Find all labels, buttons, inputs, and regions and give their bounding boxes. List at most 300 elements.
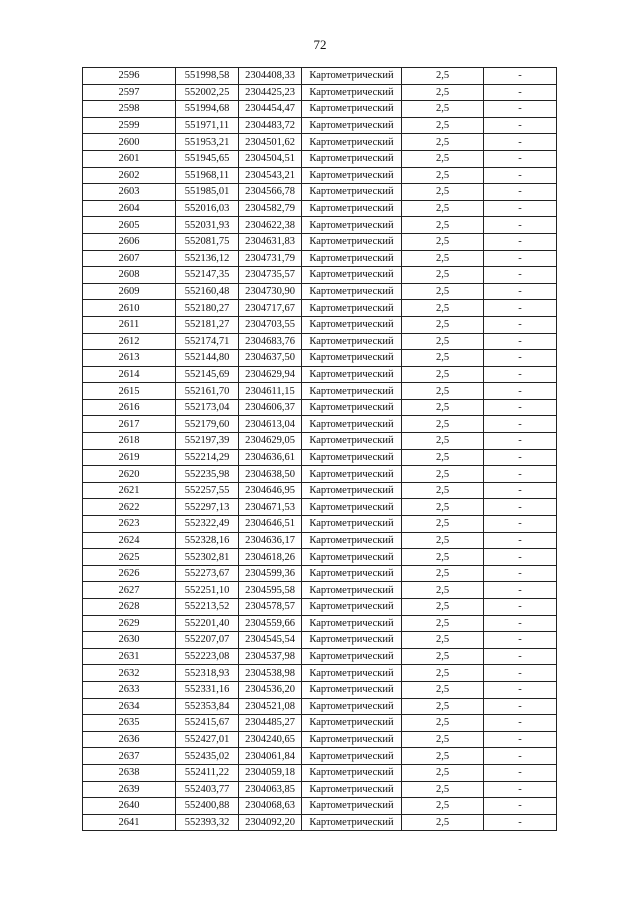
method-cell: Картометрический bbox=[302, 748, 402, 765]
y-coordinate-cell: 2304735,57 bbox=[239, 267, 302, 284]
description-cell: - bbox=[484, 68, 557, 85]
x-coordinate-cell: 552147,35 bbox=[176, 267, 239, 284]
method-cell: Картометрический bbox=[302, 814, 402, 831]
accuracy-cell: 2,5 bbox=[402, 217, 484, 234]
point-number-cell: 2618 bbox=[83, 433, 176, 450]
accuracy-cell: 2,5 bbox=[402, 565, 484, 582]
table-row bbox=[83, 134, 557, 151]
y-coordinate-cell: 2304618,26 bbox=[239, 549, 302, 566]
method-cell: Картометрический bbox=[302, 316, 402, 333]
description-cell: - bbox=[484, 200, 557, 217]
accuracy-cell: 2,5 bbox=[402, 482, 484, 499]
x-coordinate-cell: 552273,67 bbox=[176, 565, 239, 582]
table-row bbox=[83, 764, 557, 781]
method-cell: Картометрический bbox=[302, 68, 402, 85]
method-cell: Картометрический bbox=[302, 399, 402, 416]
x-coordinate-cell: 551994,68 bbox=[176, 101, 239, 118]
x-coordinate-cell: 552297,13 bbox=[176, 499, 239, 516]
accuracy-cell: 2,5 bbox=[402, 599, 484, 616]
table-row bbox=[83, 350, 557, 367]
description-cell: - bbox=[484, 433, 557, 450]
description-cell: - bbox=[484, 615, 557, 632]
description-cell: - bbox=[484, 748, 557, 765]
accuracy-cell: 2,5 bbox=[402, 366, 484, 383]
table-row bbox=[83, 599, 557, 616]
y-coordinate-cell: 2304636,17 bbox=[239, 532, 302, 549]
method-cell: Картометрический bbox=[302, 715, 402, 732]
method-cell: Картометрический bbox=[302, 532, 402, 549]
x-coordinate-cell: 551971,11 bbox=[176, 117, 239, 134]
point-number-cell: 2634 bbox=[83, 698, 176, 715]
accuracy-cell: 2,5 bbox=[402, 781, 484, 798]
point-number-cell: 2600 bbox=[83, 134, 176, 151]
y-coordinate-cell: 2304595,58 bbox=[239, 582, 302, 599]
point-number-cell: 2612 bbox=[83, 333, 176, 350]
y-coordinate-cell: 2304538,98 bbox=[239, 665, 302, 682]
table-row bbox=[83, 681, 557, 698]
accuracy-cell: 2,5 bbox=[402, 134, 484, 151]
description-cell: - bbox=[484, 516, 557, 533]
table-row bbox=[83, 300, 557, 317]
description-cell: - bbox=[484, 632, 557, 649]
point-number-cell: 2633 bbox=[83, 681, 176, 698]
description-cell: - bbox=[484, 350, 557, 367]
description-cell: - bbox=[484, 366, 557, 383]
table-row bbox=[83, 516, 557, 533]
y-coordinate-cell: 2304629,94 bbox=[239, 366, 302, 383]
y-coordinate-cell: 2304717,67 bbox=[239, 300, 302, 317]
point-number-cell: 2637 bbox=[83, 748, 176, 765]
description-cell: - bbox=[484, 565, 557, 582]
x-coordinate-cell: 552403,77 bbox=[176, 781, 239, 798]
point-number-cell: 2623 bbox=[83, 516, 176, 533]
point-number-cell: 2624 bbox=[83, 532, 176, 549]
method-cell: Картометрический bbox=[302, 416, 402, 433]
x-coordinate-cell: 552174,71 bbox=[176, 333, 239, 350]
y-coordinate-cell: 2304703,55 bbox=[239, 316, 302, 333]
point-number-cell: 2602 bbox=[83, 167, 176, 184]
accuracy-cell: 2,5 bbox=[402, 632, 484, 649]
description-cell: - bbox=[484, 333, 557, 350]
x-coordinate-cell: 552207,07 bbox=[176, 632, 239, 649]
y-coordinate-cell: 2304536,20 bbox=[239, 681, 302, 698]
method-cell: Картометрический bbox=[302, 283, 402, 300]
y-coordinate-cell: 2304599,36 bbox=[239, 565, 302, 582]
accuracy-cell: 2,5 bbox=[402, 449, 484, 466]
table-row bbox=[83, 399, 557, 416]
accuracy-cell: 2,5 bbox=[402, 532, 484, 549]
table-row bbox=[83, 549, 557, 566]
table-row bbox=[83, 482, 557, 499]
x-coordinate-cell: 552160,48 bbox=[176, 283, 239, 300]
accuracy-cell: 2,5 bbox=[402, 300, 484, 317]
table-row bbox=[83, 267, 557, 284]
method-cell: Картометрический bbox=[302, 499, 402, 516]
method-cell: Картометрический bbox=[302, 582, 402, 599]
description-cell: - bbox=[484, 233, 557, 250]
x-coordinate-cell: 552179,60 bbox=[176, 416, 239, 433]
point-number-cell: 2630 bbox=[83, 632, 176, 649]
method-cell: Картометрический bbox=[302, 798, 402, 815]
y-coordinate-cell: 2304566,78 bbox=[239, 184, 302, 201]
y-coordinate-cell: 2304485,27 bbox=[239, 715, 302, 732]
y-coordinate-cell: 2304092,20 bbox=[239, 814, 302, 831]
y-coordinate-cell: 2304671,53 bbox=[239, 499, 302, 516]
point-number-cell: 2613 bbox=[83, 350, 176, 367]
x-coordinate-cell: 552400,88 bbox=[176, 798, 239, 815]
table-row bbox=[83, 84, 557, 101]
method-cell: Картометрический bbox=[302, 84, 402, 101]
x-coordinate-cell: 552251,10 bbox=[176, 582, 239, 599]
x-coordinate-cell: 552235,98 bbox=[176, 466, 239, 483]
table-row bbox=[83, 648, 557, 665]
point-number-cell: 2631 bbox=[83, 648, 176, 665]
y-coordinate-cell: 2304521,08 bbox=[239, 698, 302, 715]
y-coordinate-cell: 2304501,62 bbox=[239, 134, 302, 151]
x-coordinate-cell: 552435,02 bbox=[176, 748, 239, 765]
description-cell: - bbox=[484, 134, 557, 151]
table-row bbox=[83, 798, 557, 815]
method-cell: Картометрический bbox=[302, 267, 402, 284]
y-coordinate-cell: 2304063,85 bbox=[239, 781, 302, 798]
method-cell: Картометрический bbox=[302, 217, 402, 234]
y-coordinate-cell: 2304646,95 bbox=[239, 482, 302, 499]
method-cell: Картометрический bbox=[302, 615, 402, 632]
point-number-cell: 2597 bbox=[83, 84, 176, 101]
x-coordinate-cell: 552302,81 bbox=[176, 549, 239, 566]
description-cell: - bbox=[484, 781, 557, 798]
point-number-cell: 2619 bbox=[83, 449, 176, 466]
accuracy-cell: 2,5 bbox=[402, 399, 484, 416]
y-coordinate-cell: 2304068,63 bbox=[239, 798, 302, 815]
table-row bbox=[83, 333, 557, 350]
table-row bbox=[83, 748, 557, 765]
method-cell: Картометрический bbox=[302, 466, 402, 483]
point-number-cell: 2599 bbox=[83, 117, 176, 134]
method-cell: Картометрический bbox=[302, 101, 402, 118]
point-number-cell: 2620 bbox=[83, 466, 176, 483]
accuracy-cell: 2,5 bbox=[402, 582, 484, 599]
description-cell: - bbox=[484, 698, 557, 715]
table-row bbox=[83, 167, 557, 184]
table-row bbox=[83, 383, 557, 400]
description-cell: - bbox=[484, 798, 557, 815]
y-coordinate-cell: 2304543,21 bbox=[239, 167, 302, 184]
y-coordinate-cell: 2304636,61 bbox=[239, 449, 302, 466]
x-coordinate-cell: 552081,75 bbox=[176, 233, 239, 250]
description-cell: - bbox=[484, 466, 557, 483]
description-cell: - bbox=[484, 84, 557, 101]
table-row bbox=[83, 217, 557, 234]
coordinates-table bbox=[82, 67, 557, 831]
table-row bbox=[83, 466, 557, 483]
x-coordinate-cell: 552318,93 bbox=[176, 665, 239, 682]
description-cell: - bbox=[484, 764, 557, 781]
description-cell: - bbox=[484, 217, 557, 234]
table-row bbox=[83, 615, 557, 632]
description-cell: - bbox=[484, 449, 557, 466]
accuracy-cell: 2,5 bbox=[402, 698, 484, 715]
x-coordinate-cell: 552257,55 bbox=[176, 482, 239, 499]
description-cell: - bbox=[484, 167, 557, 184]
point-number-cell: 2601 bbox=[83, 150, 176, 167]
point-number-cell: 2641 bbox=[83, 814, 176, 831]
point-number-cell: 2607 bbox=[83, 250, 176, 267]
y-coordinate-cell: 2304454,47 bbox=[239, 101, 302, 118]
method-cell: Картометрический bbox=[302, 350, 402, 367]
description-cell: - bbox=[484, 101, 557, 118]
y-coordinate-cell: 2304408,33 bbox=[239, 68, 302, 85]
y-coordinate-cell: 2304629,05 bbox=[239, 433, 302, 450]
description-cell: - bbox=[484, 117, 557, 134]
method-cell: Картометрический bbox=[302, 233, 402, 250]
description-cell: - bbox=[484, 283, 557, 300]
accuracy-cell: 2,5 bbox=[402, 665, 484, 682]
accuracy-cell: 2,5 bbox=[402, 466, 484, 483]
description-cell: - bbox=[484, 150, 557, 167]
method-cell: Картометрический bbox=[302, 433, 402, 450]
y-coordinate-cell: 2304483,72 bbox=[239, 117, 302, 134]
x-coordinate-cell: 552161,70 bbox=[176, 383, 239, 400]
method-cell: Картометрический bbox=[302, 781, 402, 798]
table-row bbox=[83, 433, 557, 450]
y-coordinate-cell: 2304559,66 bbox=[239, 615, 302, 632]
accuracy-cell: 2,5 bbox=[402, 416, 484, 433]
method-cell: Картометрический bbox=[302, 648, 402, 665]
table-row bbox=[83, 101, 557, 118]
x-coordinate-cell: 552016,03 bbox=[176, 200, 239, 217]
description-cell: - bbox=[484, 399, 557, 416]
x-coordinate-cell: 552031,93 bbox=[176, 217, 239, 234]
accuracy-cell: 2,5 bbox=[402, 764, 484, 781]
method-cell: Картометрический bbox=[302, 117, 402, 134]
point-number-cell: 2606 bbox=[83, 233, 176, 250]
description-cell: - bbox=[484, 665, 557, 682]
accuracy-cell: 2,5 bbox=[402, 101, 484, 118]
description-cell: - bbox=[484, 383, 557, 400]
accuracy-cell: 2,5 bbox=[402, 499, 484, 516]
table-row bbox=[83, 416, 557, 433]
method-cell: Картометрический bbox=[302, 150, 402, 167]
accuracy-cell: 2,5 bbox=[402, 516, 484, 533]
description-cell: - bbox=[484, 731, 557, 748]
point-number-cell: 2603 bbox=[83, 184, 176, 201]
point-number-cell: 2636 bbox=[83, 731, 176, 748]
accuracy-cell: 2,5 bbox=[402, 267, 484, 284]
y-coordinate-cell: 2304582,79 bbox=[239, 200, 302, 217]
x-coordinate-cell: 552223,08 bbox=[176, 648, 239, 665]
method-cell: Картометрический bbox=[302, 681, 402, 698]
method-cell: Картометрический bbox=[302, 134, 402, 151]
point-number-cell: 2596 bbox=[83, 68, 176, 85]
point-number-cell: 2629 bbox=[83, 615, 176, 632]
accuracy-cell: 2,5 bbox=[402, 383, 484, 400]
point-number-cell: 2611 bbox=[83, 316, 176, 333]
accuracy-cell: 2,5 bbox=[402, 814, 484, 831]
x-coordinate-cell: 551953,21 bbox=[176, 134, 239, 151]
point-number-cell: 2638 bbox=[83, 764, 176, 781]
y-coordinate-cell: 2304059,18 bbox=[239, 764, 302, 781]
method-cell: Картометрический bbox=[302, 516, 402, 533]
description-cell: - bbox=[484, 184, 557, 201]
accuracy-cell: 2,5 bbox=[402, 283, 484, 300]
description-cell: - bbox=[484, 532, 557, 549]
description-cell: - bbox=[484, 250, 557, 267]
accuracy-cell: 2,5 bbox=[402, 350, 484, 367]
table-row bbox=[83, 184, 557, 201]
table-row bbox=[83, 565, 557, 582]
x-coordinate-cell: 551968,11 bbox=[176, 167, 239, 184]
y-coordinate-cell: 2304646,51 bbox=[239, 516, 302, 533]
method-cell: Картометрический bbox=[302, 599, 402, 616]
accuracy-cell: 2,5 bbox=[402, 715, 484, 732]
method-cell: Картометрический bbox=[302, 250, 402, 267]
method-cell: Картометрический bbox=[302, 200, 402, 217]
point-number-cell: 2622 bbox=[83, 499, 176, 516]
table-row bbox=[83, 366, 557, 383]
table-row bbox=[83, 715, 557, 732]
table-row bbox=[83, 698, 557, 715]
y-coordinate-cell: 2304061,84 bbox=[239, 748, 302, 765]
table-row bbox=[83, 200, 557, 217]
method-cell: Картометрический bbox=[302, 383, 402, 400]
point-number-cell: 2628 bbox=[83, 599, 176, 616]
method-cell: Картометрический bbox=[302, 698, 402, 715]
description-cell: - bbox=[484, 300, 557, 317]
method-cell: Картометрический bbox=[302, 632, 402, 649]
y-coordinate-cell: 2304638,50 bbox=[239, 466, 302, 483]
page-number: 72 bbox=[313, 37, 327, 52]
table-row bbox=[83, 68, 557, 85]
point-number-cell: 2627 bbox=[83, 582, 176, 599]
x-coordinate-cell: 551945,65 bbox=[176, 150, 239, 167]
x-coordinate-cell: 552136,12 bbox=[176, 250, 239, 267]
accuracy-cell: 2,5 bbox=[402, 681, 484, 698]
point-number-cell: 2632 bbox=[83, 665, 176, 682]
description-cell: - bbox=[484, 715, 557, 732]
x-coordinate-cell: 552322,49 bbox=[176, 516, 239, 533]
method-cell: Картометрический bbox=[302, 167, 402, 184]
accuracy-cell: 2,5 bbox=[402, 731, 484, 748]
method-cell: Картометрический bbox=[302, 449, 402, 466]
accuracy-cell: 2,5 bbox=[402, 549, 484, 566]
accuracy-cell: 2,5 bbox=[402, 184, 484, 201]
y-coordinate-cell: 2304606,37 bbox=[239, 399, 302, 416]
table-row bbox=[83, 117, 557, 134]
y-coordinate-cell: 2304537,98 bbox=[239, 648, 302, 665]
y-coordinate-cell: 2304240,65 bbox=[239, 731, 302, 748]
description-cell: - bbox=[484, 549, 557, 566]
point-number-cell: 2616 bbox=[83, 399, 176, 416]
x-coordinate-cell: 552180,27 bbox=[176, 300, 239, 317]
method-cell: Картометрический bbox=[302, 300, 402, 317]
x-coordinate-cell: 552411,22 bbox=[176, 764, 239, 781]
x-coordinate-cell: 552201,40 bbox=[176, 615, 239, 632]
description-cell: - bbox=[484, 267, 557, 284]
table-row bbox=[83, 532, 557, 549]
description-cell: - bbox=[484, 599, 557, 616]
y-coordinate-cell: 2304631,83 bbox=[239, 233, 302, 250]
y-coordinate-cell: 2304613,04 bbox=[239, 416, 302, 433]
table-row bbox=[83, 814, 557, 831]
point-number-cell: 2640 bbox=[83, 798, 176, 815]
accuracy-cell: 2,5 bbox=[402, 333, 484, 350]
point-number-cell: 2614 bbox=[83, 366, 176, 383]
point-number-cell: 2625 bbox=[83, 549, 176, 566]
accuracy-cell: 2,5 bbox=[402, 117, 484, 134]
description-cell: - bbox=[484, 681, 557, 698]
x-coordinate-cell: 552328,16 bbox=[176, 532, 239, 549]
method-cell: Картометрический bbox=[302, 565, 402, 582]
x-coordinate-cell: 552173,04 bbox=[176, 399, 239, 416]
y-coordinate-cell: 2304730,90 bbox=[239, 283, 302, 300]
y-coordinate-cell: 2304637,50 bbox=[239, 350, 302, 367]
y-coordinate-cell: 2304578,57 bbox=[239, 599, 302, 616]
x-coordinate-cell: 551998,58 bbox=[176, 68, 239, 85]
accuracy-cell: 2,5 bbox=[402, 433, 484, 450]
table-row bbox=[83, 449, 557, 466]
description-cell: - bbox=[484, 814, 557, 831]
accuracy-cell: 2,5 bbox=[402, 748, 484, 765]
method-cell: Картометрический bbox=[302, 366, 402, 383]
y-coordinate-cell: 2304545,54 bbox=[239, 632, 302, 649]
accuracy-cell: 2,5 bbox=[402, 200, 484, 217]
table-row bbox=[83, 150, 557, 167]
point-number-cell: 2635 bbox=[83, 715, 176, 732]
x-coordinate-cell: 552393,32 bbox=[176, 814, 239, 831]
y-coordinate-cell: 2304504,51 bbox=[239, 150, 302, 167]
method-cell: Картометрический bbox=[302, 482, 402, 499]
point-number-cell: 2598 bbox=[83, 101, 176, 118]
accuracy-cell: 2,5 bbox=[402, 316, 484, 333]
table-row bbox=[83, 499, 557, 516]
description-cell: - bbox=[484, 416, 557, 433]
table-row bbox=[83, 283, 557, 300]
x-coordinate-cell: 552214,29 bbox=[176, 449, 239, 466]
point-number-cell: 2604 bbox=[83, 200, 176, 217]
point-number-cell: 2639 bbox=[83, 781, 176, 798]
y-coordinate-cell: 2304622,38 bbox=[239, 217, 302, 234]
table-row bbox=[83, 781, 557, 798]
method-cell: Картометрический bbox=[302, 549, 402, 566]
point-number-cell: 2608 bbox=[83, 267, 176, 284]
accuracy-cell: 2,5 bbox=[402, 648, 484, 665]
table-row bbox=[83, 665, 557, 682]
accuracy-cell: 2,5 bbox=[402, 615, 484, 632]
point-number-cell: 2610 bbox=[83, 300, 176, 317]
description-cell: - bbox=[484, 482, 557, 499]
table-row bbox=[83, 316, 557, 333]
x-coordinate-cell: 552353,84 bbox=[176, 698, 239, 715]
accuracy-cell: 2,5 bbox=[402, 167, 484, 184]
method-cell: Картометрический bbox=[302, 333, 402, 350]
x-coordinate-cell: 552145,69 bbox=[176, 366, 239, 383]
method-cell: Картометрический bbox=[302, 731, 402, 748]
coordinates-table-body bbox=[83, 68, 557, 831]
point-number-cell: 2621 bbox=[83, 482, 176, 499]
y-coordinate-cell: 2304611,15 bbox=[239, 383, 302, 400]
x-coordinate-cell: 551985,01 bbox=[176, 184, 239, 201]
table-row bbox=[83, 632, 557, 649]
x-coordinate-cell: 552427,01 bbox=[176, 731, 239, 748]
x-coordinate-cell: 552213,52 bbox=[176, 599, 239, 616]
x-coordinate-cell: 552197,39 bbox=[176, 433, 239, 450]
point-number-cell: 2609 bbox=[83, 283, 176, 300]
x-coordinate-cell: 552331,16 bbox=[176, 681, 239, 698]
method-cell: Картометрический bbox=[302, 764, 402, 781]
description-cell: - bbox=[484, 648, 557, 665]
accuracy-cell: 2,5 bbox=[402, 250, 484, 267]
